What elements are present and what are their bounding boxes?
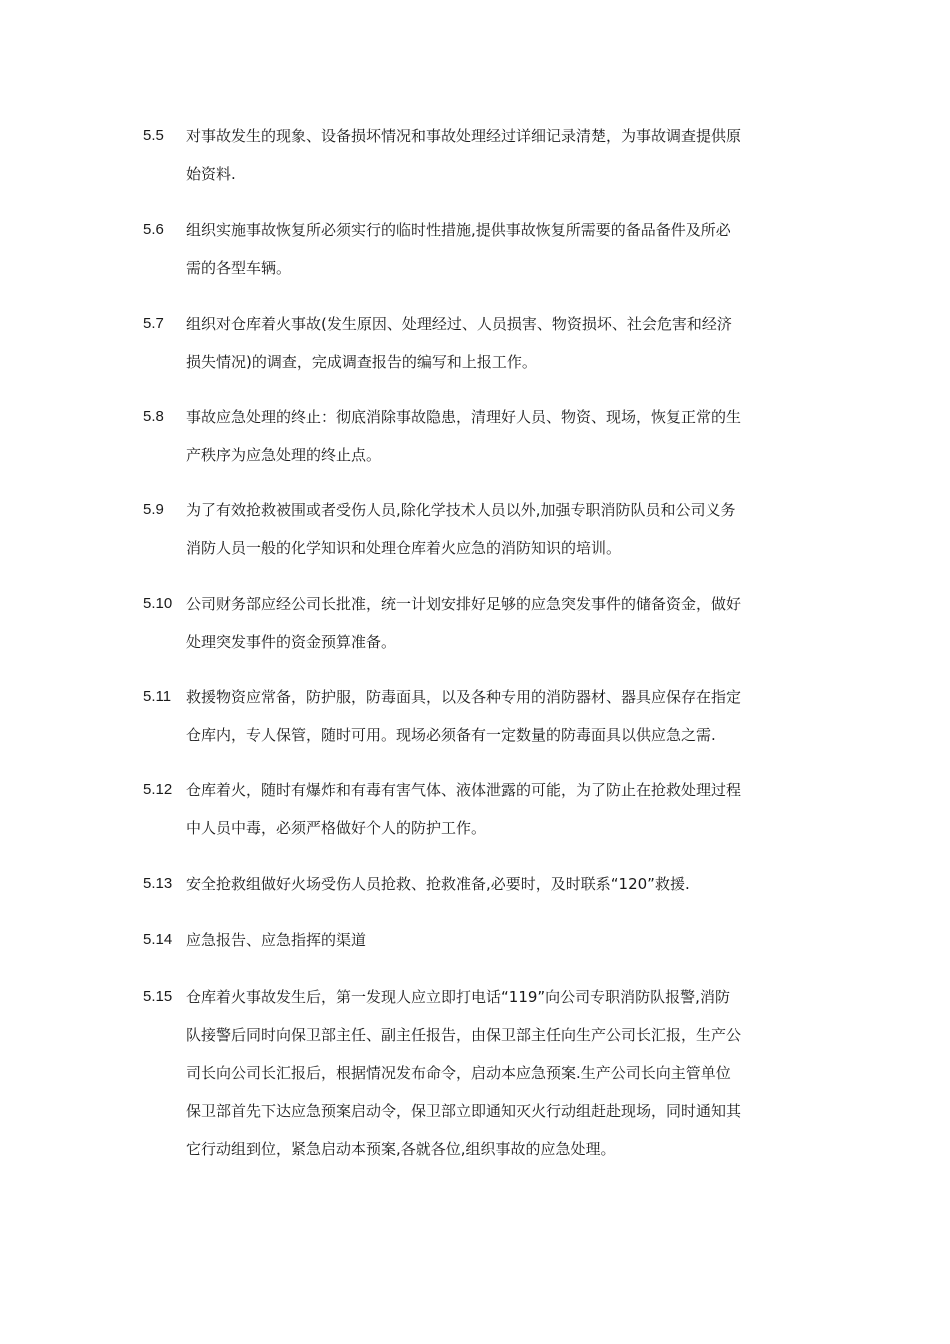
clause-line: 保卫部首先下达应急预案启动令，保卫部立即通知灭火行动组赶赴现场，同时通知其 bbox=[186, 1102, 742, 1120]
clause-line: 产秩序为应急处理的终止点。 bbox=[186, 446, 382, 464]
clause-line: 始资料. bbox=[186, 165, 236, 183]
clause-text bbox=[186, 771, 811, 847]
clause-number: 5.11 bbox=[143, 688, 172, 705]
clause-line: 中人员中毒，必须严格做好个人的防护工作。 bbox=[186, 819, 487, 837]
clause-number: 5.14 bbox=[143, 931, 173, 948]
clause-line: 仓库着火事故发生后，第一发现人应立即打电话“119”向公司专职消防队报警,消防 bbox=[186, 988, 730, 1006]
clause-text bbox=[186, 678, 811, 754]
clause-line: 救援物资应常备，防护服，防毒面具，以及各种专用的消防器材、器具应保存在指定 bbox=[186, 688, 742, 706]
clause-line: 对事故发生的现象、设备损坏情况和事故处理经过详细记录清楚，为事故调查提供原 bbox=[186, 127, 742, 145]
clause-text bbox=[186, 117, 811, 193]
clause-number: 5.13 bbox=[143, 875, 173, 892]
clause-line: 消防人员一般的化学知识和处理仓库着火应急的消防知识的培训。 bbox=[186, 539, 622, 557]
clause-line: 处理突发事件的资金预算准备。 bbox=[186, 633, 397, 651]
clause-line: 组织对仓库着火事故(发生原因、处理经过、人员损害、物资损坏、社会危害和经济 bbox=[186, 315, 732, 333]
clause-text bbox=[186, 211, 811, 287]
clause-line: 仓库着火，随时有爆炸和有毒有害气体、液体泄露的可能，为了防止在抢救处理过程 bbox=[186, 781, 742, 799]
clause-line: 组织实施事故恢复所必须实行的临时性措施,提供事故恢复所需要的备品备件及所必 bbox=[186, 221, 731, 239]
clause-number: 5.8 bbox=[143, 408, 164, 425]
clause-number: 5.5 bbox=[143, 127, 164, 144]
clause-line: 需的各型车辆。 bbox=[186, 259, 292, 277]
clause-text bbox=[186, 398, 811, 474]
clause-number: 5.15 bbox=[143, 988, 173, 1005]
clause-text bbox=[186, 865, 811, 903]
clause-line: 队接警后同时向保卫部主任、副主任报告，由保卫部主任向生产公司长汇报，生产公 bbox=[186, 1026, 742, 1044]
clause-number: 5.6 bbox=[143, 221, 164, 238]
clause-text bbox=[186, 921, 811, 959]
clause-number: 5.12 bbox=[143, 781, 173, 798]
clause-line: 应急报告、应急指挥的渠道 bbox=[186, 931, 367, 949]
clause-line: 它行动组到位，紧急启动本预案,各就各位,组织事故的应急处理。 bbox=[186, 1140, 616, 1158]
clause-line: 公司财务部应经公司长批准，统一计划安排好足够的应急突发事件的储备资金，做好 bbox=[186, 595, 742, 613]
clause-text bbox=[186, 585, 811, 661]
clause-line: 仓库内，专人保管，随时可用。现场必须备有一定数量的防毒面具以供应急之需. bbox=[186, 726, 716, 744]
clause-text bbox=[186, 978, 811, 1168]
clause-line: 损失情况)的调查，完成调查报告的编写和上报工作。 bbox=[186, 353, 537, 371]
clause-line: 司长向公司长汇报后，根据情况发布命令，启动本应急预案.生产公司长向主管单位 bbox=[186, 1064, 731, 1082]
clause-number: 5.9 bbox=[143, 501, 164, 518]
clause-text bbox=[186, 491, 811, 567]
clause-line: 事故应急处理的终止：彻底消除事故隐患，清理好人员、物资、现场，恢复正常的生 bbox=[186, 408, 742, 426]
clause-number: 5.10 bbox=[143, 595, 173, 612]
clause-number: 5.7 bbox=[143, 315, 164, 332]
clause-line: 安全抢救组做好火场受伤人员抢救、抢救准备,必要时，及时联系“120”救援. bbox=[186, 875, 690, 893]
clause-text bbox=[186, 305, 811, 381]
clause-line: 为了有效抢救被围或者受伤人员,除化学技术人员以外,加强专职消防队员和公司义务 bbox=[186, 501, 736, 519]
